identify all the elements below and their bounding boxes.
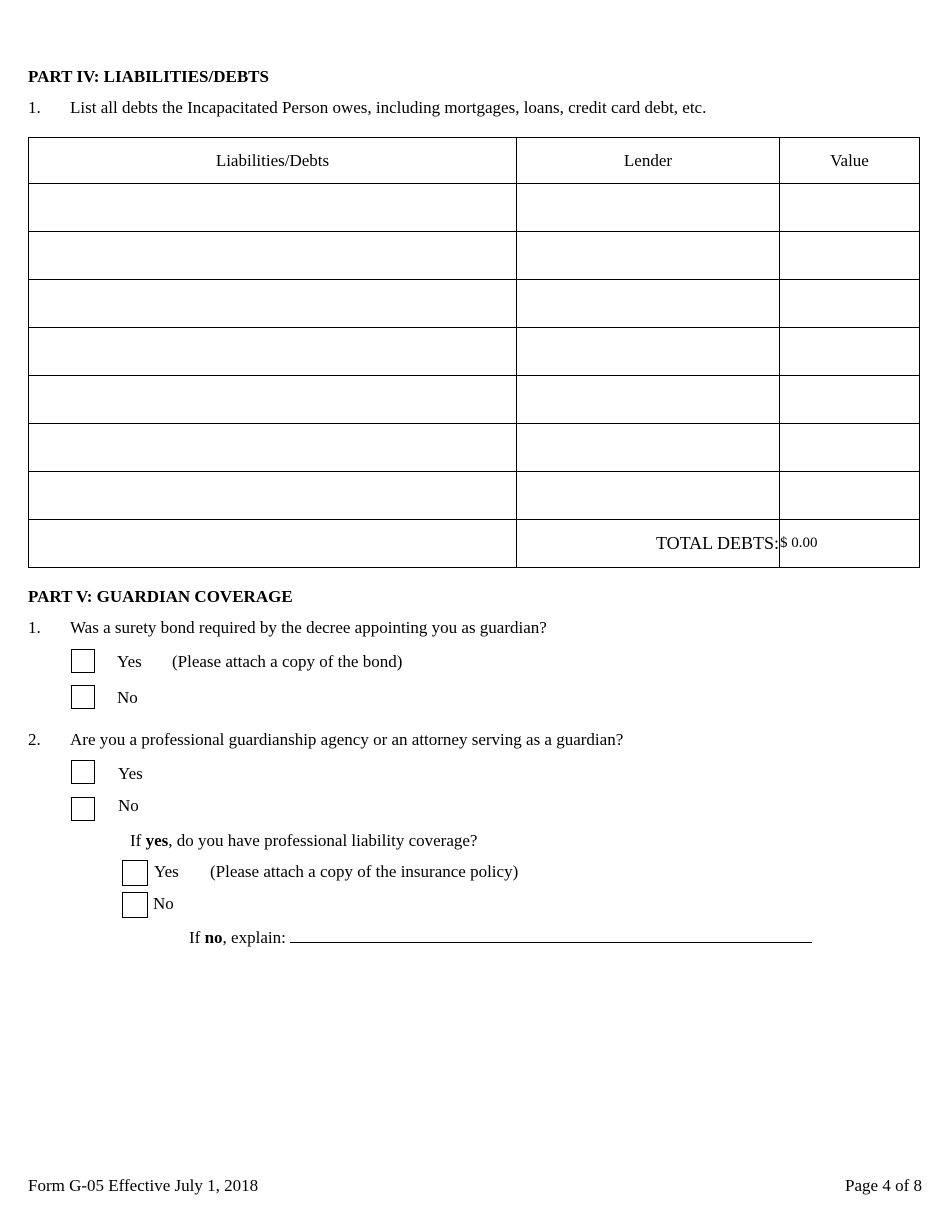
liability-coverage-yes-checkbox[interactable] (122, 860, 148, 886)
lender-cell[interactable] (517, 376, 780, 424)
explain-line: If no, explain: (189, 926, 812, 948)
professional-guardian-no-checkbox[interactable] (71, 797, 95, 821)
question-2-number: 2. (28, 730, 41, 749)
question-1-text: List all debts the Incapacitated Person owes, including mortgages, loans, credit card debt, etc. (70, 98, 707, 117)
table-header-row (29, 138, 920, 184)
surety-bond-yes-label: Yes (117, 652, 142, 671)
debts-table (28, 137, 920, 568)
page-number: Page 4 of 8 (845, 1176, 922, 1195)
liability-coverage-yes-note: (Please attach a copy of the insurance policy) (210, 862, 519, 881)
value-cell[interactable] (780, 376, 920, 424)
table-row (29, 184, 920, 232)
surety-bond-yes-note: (Please attach a copy of the bond) (172, 652, 403, 671)
liability-coverage-yes-label: Yes (154, 862, 179, 881)
explain-input[interactable] (290, 926, 812, 943)
header-liabilities: Liabilities/Debts (29, 138, 517, 184)
value-cell[interactable] (780, 184, 920, 232)
table-row (29, 376, 920, 424)
form-footer-label: Form G-05 Effective July 1, 2018 (28, 1176, 259, 1195)
value-cell[interactable] (780, 280, 920, 328)
professional-guardian-no-label: No (118, 796, 139, 815)
surety-bond-no-checkbox[interactable] (71, 685, 95, 709)
total-debts-value[interactable]: $ 0.00 (780, 520, 920, 568)
liability-coverage-no-label: No (153, 894, 174, 913)
debt-name-cell[interactable] (29, 328, 517, 376)
lender-cell[interactable] (517, 280, 780, 328)
lender-cell[interactable] (517, 472, 780, 520)
professional-guardian-yes-checkbox[interactable] (71, 760, 95, 784)
lender-cell[interactable] (517, 424, 780, 472)
total-row (29, 520, 920, 568)
question-1-number: 1. (28, 618, 41, 637)
lender-cell[interactable] (517, 328, 780, 376)
table-row (29, 328, 920, 376)
part-iv-heading: PART IV: LIABILITIES/DEBTS (28, 67, 269, 86)
professional-guardian-yes-label: Yes (118, 764, 143, 783)
debt-name-cell[interactable] (29, 280, 517, 328)
part-v-heading: PART V: GUARDIAN COVERAGE (28, 587, 293, 606)
header-lender: Lender (517, 138, 780, 184)
debt-name-cell[interactable] (29, 232, 517, 280)
surety-bond-question: Was a surety bond required by the decree appointing you as guardian? (70, 618, 547, 637)
debt-name-cell[interactable] (29, 184, 517, 232)
table-row (29, 232, 920, 280)
professional-guardian-question: Are you a professional guardianship agency or an attorney serving as a guardian? (70, 730, 624, 749)
table-row (29, 280, 920, 328)
surety-bond-no-label: No (117, 688, 138, 707)
total-row-blank-cell (29, 520, 517, 568)
debt-name-cell[interactable] (29, 424, 517, 472)
lender-cell[interactable] (517, 232, 780, 280)
question-1-number: 1. (28, 98, 41, 117)
value-cell[interactable] (780, 232, 920, 280)
debt-name-cell[interactable] (29, 376, 517, 424)
surety-bond-yes-checkbox[interactable] (71, 649, 95, 673)
header-value: Value (780, 138, 920, 184)
table-row (29, 424, 920, 472)
value-cell[interactable] (780, 472, 920, 520)
debt-name-cell[interactable] (29, 472, 517, 520)
table-row (29, 472, 920, 520)
liability-coverage-question: If yes, do you have professional liability coverage? (130, 831, 478, 850)
liability-coverage-no-checkbox[interactable] (122, 892, 148, 918)
value-cell[interactable] (780, 328, 920, 376)
total-debts-label: TOTAL DEBTS: (517, 520, 780, 568)
value-cell[interactable] (780, 424, 920, 472)
lender-cell[interactable] (517, 184, 780, 232)
